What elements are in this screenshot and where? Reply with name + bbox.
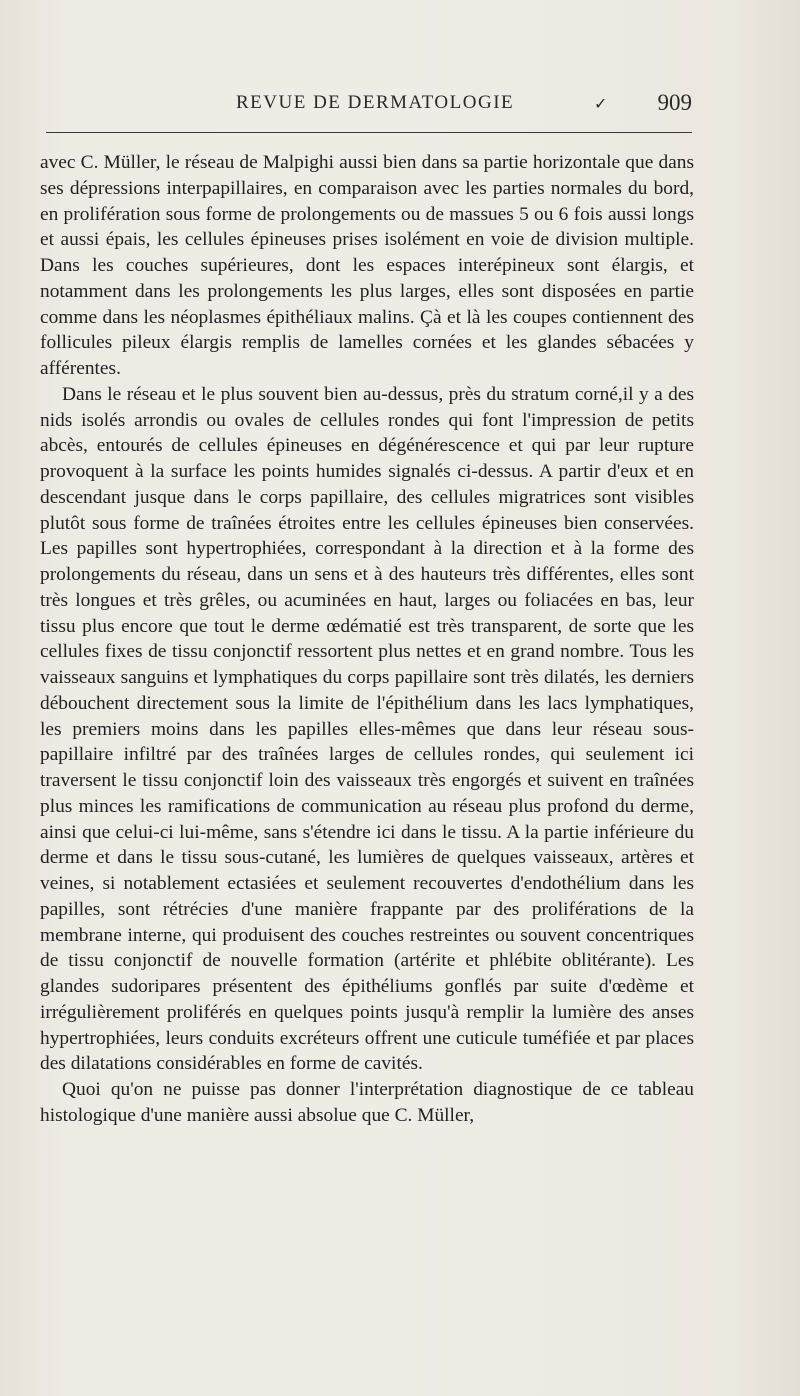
running-title: REVUE DE DERMATOLOGIE [236,92,515,113]
paragraph-1: avec C. Müller, le réseau de Malpighi aussi bien dans sa partie horizontale que dans ses dépressions interpapillaires, en comparaison avec les parties normales du bord, en prolifération sous forme de prolongements ou de massues 5 ou 6 fois aussi longs et aussi épais, les cellules épineuses prises isolément en voie de division multiple. Dans les couches supérieures, dont les espaces interépineux sont élargis, et notamment dans les prolongements les plus larges, elles sont disposées en partie comme dans les néoplasmes épithéliaux malins. Çà et là les coupes contiennent des follicules pileux élargis remplis de lamelles cornées et les glandes sébacées y afférentes. [40,152,694,379]
header-rule [46,132,692,133]
paragraph-3: Quoi qu'on ne puisse pas donner l'interprétation diagnostique de ce tableau histologique d'une manière aussi absolue que C. Müller, [40,1079,694,1126]
page-header [46,92,692,122]
page-number: 909 [657,90,692,115]
header-check-mark: ✓ [594,94,608,113]
body-text [40,150,694,1129]
paragraph-2: Dans le réseau et le plus souvent bien au-dessus, près du stratum corné,il y a des nids isolés arrondis ou ovales de cellules rondes qui font l'impression de petits abcès, entourés de cellules épineuses en dégénérescence et qui par leur rupture provoquent à la surface les points humides signalés ci-dessus. A partir d'eux et en descendant jusque dans le corps papillaire, des cellules migratrices sont visibles plutôt sous forme de traînées étroites entre les cellules épineuses bien conservées. Les papilles sont hypertrophiées, correspondant à la direction et à la forme des prolongements du réseau, dans un sens et à des hauteurs très différentes, elles sont très longues et très grêles, ou acuminées en haut, larges ou foliacées en bas, leur tissu plus encore que tout le derme œdématié est très transparent, de sorte que les cellules fixes de tissu conjonctif ressortent plus nettes et en grand nombre. Tous les vaisseaux sanguins et lymphatiques du corps papillaire sont très dilatés, les derniers débouchent directement sous la limite de l'épithélium dans les lacs lymphatiques, les premiers moins dans les papilles elles-mêmes que dans leur réseau sous-papillaire infiltré par des traînées larges de cellules rondes, qui seulement ici traversent le tissu conjonctif loin des vaisseaux très engorgés et suivent en traînées plus minces les ramifications de communication au réseau plus profond du derme, ainsi que celui-ci lui-même, sans s'étendre ici dans le tissu. A la partie inférieure du derme et dans le tissu sous-cutané, les lumières de quelques vaisseaux, artères et veines, si notablement ectasiées et seulement recouvertes d'endothélium dans les papilles, sont rétrécies d'une manière frappante par des proliférations de la membrane interne, qui produisent des couches restreintes ou souvent concentriques de tissu conjonctif de nouvelle formation (artérite et phlébite oblitérante). Les glandes sudoripares présentent des épithéliums gonflés par suite d'œdème et irrégulièrement proliférés en quelques points jusqu'à remplir la lumière des anses hypertrophiées, leurs conduits excréteurs offrent une cuticule tuméfiée et par places des dilatations considérables en forme de cavités. [40,383,694,1075]
